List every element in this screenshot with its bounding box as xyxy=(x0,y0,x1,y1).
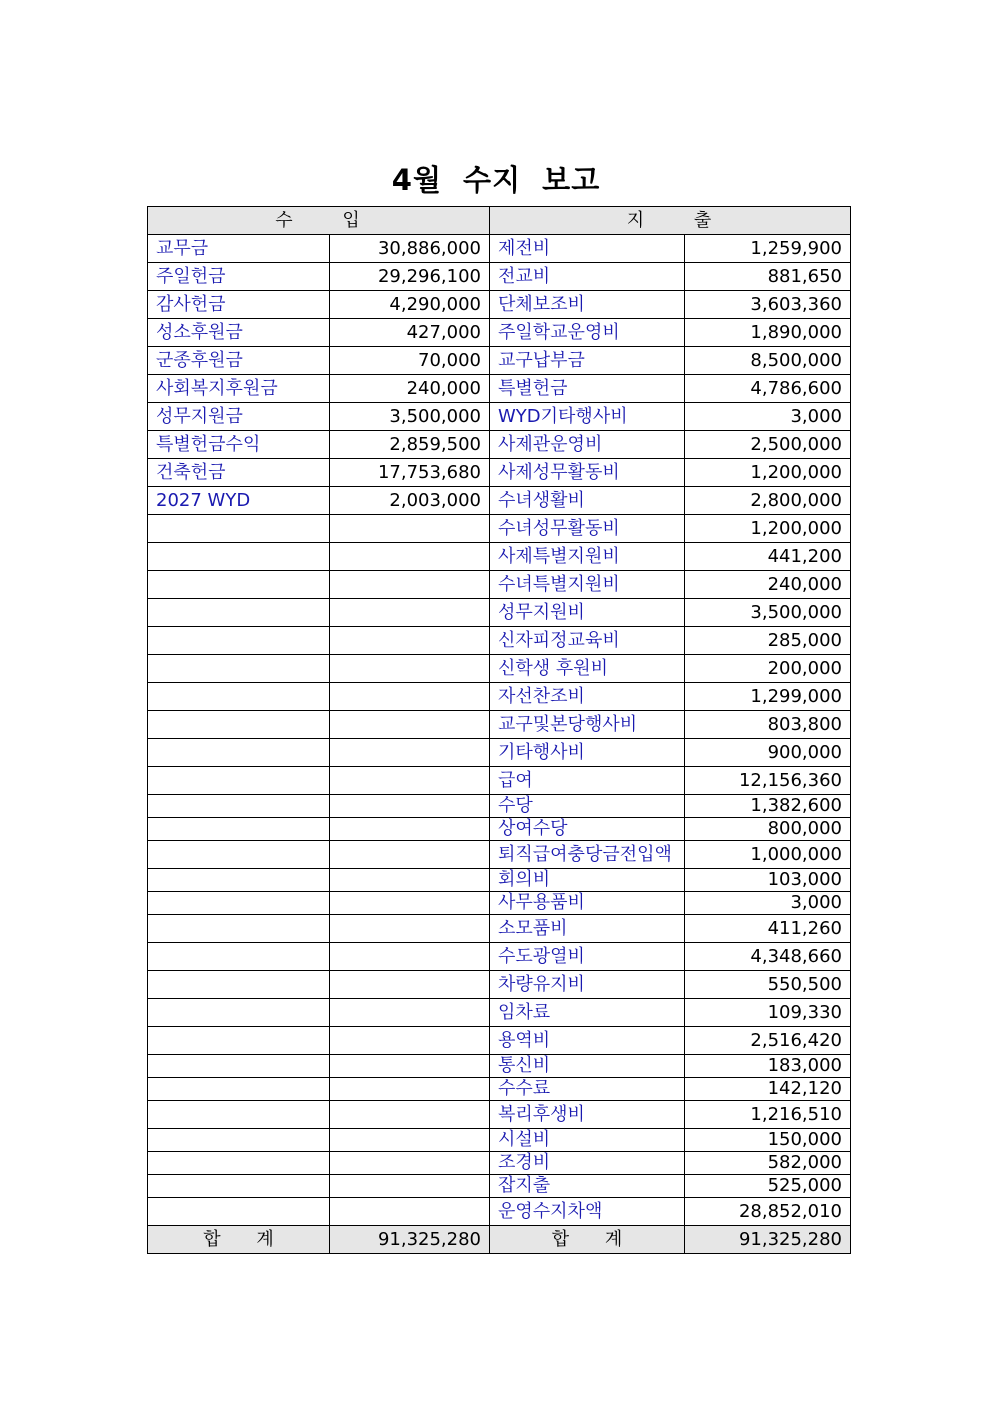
income-item-name: 성소후원금 xyxy=(148,319,330,347)
income-empty-cell xyxy=(330,655,490,683)
table-row xyxy=(148,1152,851,1175)
expense-item-name: 회의비 xyxy=(490,869,685,892)
income-empty-cell xyxy=(148,627,330,655)
table-row xyxy=(148,818,851,841)
table-row xyxy=(148,599,851,627)
expense-item-amount: 441,200 xyxy=(685,543,851,571)
expense-item-name: 사제특별지원비 xyxy=(490,543,685,571)
expense-item-name: 수녀특별지원비 xyxy=(490,571,685,599)
table-row xyxy=(148,1078,851,1101)
expense-item-amount: 103,000 xyxy=(685,869,851,892)
income-empty-cell xyxy=(148,869,330,892)
expense-item-name: 퇴직급여충당금전입액 xyxy=(490,841,685,869)
expense-item-name: 신자피정교육비 xyxy=(490,627,685,655)
expense-item-name: 사제성무활동비 xyxy=(490,459,685,487)
income-empty-cell xyxy=(330,943,490,971)
income-empty-cell xyxy=(148,767,330,795)
income-total-label: 합 계 xyxy=(148,1226,330,1254)
expense-item-name: 조경비 xyxy=(490,1152,685,1175)
expense-item-name: 운영수지차액 xyxy=(490,1198,685,1226)
income-empty-cell xyxy=(330,1129,490,1152)
table-row xyxy=(148,347,851,375)
expense-item-name: 급여 xyxy=(490,767,685,795)
income-header: 수 입 xyxy=(148,207,490,235)
expense-item-amount: 525,000 xyxy=(685,1175,851,1198)
expense-item-name: 시설비 xyxy=(490,1129,685,1152)
expense-item-name: 제전비 xyxy=(490,235,685,263)
expense-item-amount: 800,000 xyxy=(685,818,851,841)
income-empty-cell xyxy=(148,818,330,841)
expense-item-amount: 1,890,000 xyxy=(685,319,851,347)
income-empty-cell xyxy=(330,711,490,739)
income-item-name: 건축헌금 xyxy=(148,459,330,487)
income-empty-cell xyxy=(148,915,330,943)
table-row xyxy=(148,1198,851,1226)
table-row xyxy=(148,403,851,431)
expense-item-name: 자선찬조비 xyxy=(490,683,685,711)
table-row xyxy=(148,767,851,795)
table-row xyxy=(148,711,851,739)
table-row xyxy=(148,683,851,711)
table-row xyxy=(148,943,851,971)
expense-item-name: 신학생 후원비 xyxy=(490,655,685,683)
table-row xyxy=(148,375,851,403)
expense-item-name: 수도광열비 xyxy=(490,943,685,971)
table-row xyxy=(148,869,851,892)
table-row xyxy=(148,892,851,915)
income-empty-cell xyxy=(148,1101,330,1129)
income-empty-cell xyxy=(330,1198,490,1226)
income-item-amount: 240,000 xyxy=(330,375,490,403)
expense-item-amount: 1,200,000 xyxy=(685,515,851,543)
expense-item-amount: 28,852,010 xyxy=(685,1198,851,1226)
income-empty-cell xyxy=(148,971,330,999)
income-empty-cell xyxy=(148,1198,330,1226)
expense-item-amount: 12,156,360 xyxy=(685,767,851,795)
expense-item-name: 교구및본당행사비 xyxy=(490,711,685,739)
income-empty-cell xyxy=(330,599,490,627)
expense-total-amount: 91,325,280 xyxy=(685,1226,851,1254)
income-empty-cell xyxy=(148,739,330,767)
expense-item-amount: 3,000 xyxy=(685,892,851,915)
expense-item-amount: 142,120 xyxy=(685,1078,851,1101)
expense-item-name: 사제관운영비 xyxy=(490,431,685,459)
income-item-name: 주일헌금 xyxy=(148,263,330,291)
header-row xyxy=(148,207,851,235)
expense-item-amount: 3,500,000 xyxy=(685,599,851,627)
expense-item-name: 단체보조비 xyxy=(490,291,685,319)
expense-item-amount: 285,000 xyxy=(685,627,851,655)
expense-total-label: 합 계 xyxy=(490,1226,685,1254)
income-empty-cell xyxy=(330,627,490,655)
income-empty-cell xyxy=(148,711,330,739)
income-empty-cell xyxy=(148,571,330,599)
table-row xyxy=(148,291,851,319)
income-empty-cell xyxy=(148,1027,330,1055)
income-empty-cell xyxy=(148,1129,330,1152)
table-row xyxy=(148,627,851,655)
income-empty-cell xyxy=(330,1101,490,1129)
income-empty-cell xyxy=(148,892,330,915)
expense-item-name: 수녀성무활동비 xyxy=(490,515,685,543)
table-row xyxy=(148,515,851,543)
income-item-name: 군종후원금 xyxy=(148,347,330,375)
income-empty-cell xyxy=(148,599,330,627)
expense-item-amount: 240,000 xyxy=(685,571,851,599)
table-row xyxy=(148,915,851,943)
income-empty-cell xyxy=(330,892,490,915)
income-empty-cell xyxy=(330,999,490,1027)
income-empty-cell xyxy=(330,818,490,841)
income-item-name: 성무지원금 xyxy=(148,403,330,431)
income-empty-cell xyxy=(330,1152,490,1175)
report-title: 4월 수지 보고 xyxy=(391,163,601,197)
income-item-name: 사회복지후원금 xyxy=(148,375,330,403)
expense-item-amount: 109,330 xyxy=(685,999,851,1027)
table-row xyxy=(148,1175,851,1198)
income-empty-cell xyxy=(148,1078,330,1101)
income-item-amount: 29,296,100 xyxy=(330,263,490,291)
income-item-amount: 70,000 xyxy=(330,347,490,375)
income-empty-cell xyxy=(148,1152,330,1175)
table-row xyxy=(148,841,851,869)
expense-item-amount: 1,216,510 xyxy=(685,1101,851,1129)
expense-item-amount: 4,348,660 xyxy=(685,943,851,971)
expense-item-name: 임차료 xyxy=(490,999,685,1027)
income-empty-cell xyxy=(148,655,330,683)
income-item-name: 2027 WYD xyxy=(148,487,330,515)
income-empty-cell xyxy=(148,841,330,869)
income-empty-cell xyxy=(330,1027,490,1055)
table-row xyxy=(148,1129,851,1152)
expense-item-name: 특별헌금 xyxy=(490,375,685,403)
table-row xyxy=(148,739,851,767)
expense-item-amount: 1,000,000 xyxy=(685,841,851,869)
income-empty-cell xyxy=(148,1175,330,1198)
table-row xyxy=(148,459,851,487)
expense-item-name: 수수료 xyxy=(490,1078,685,1101)
expense-item-name: 성무지원비 xyxy=(490,599,685,627)
expense-item-amount: 411,260 xyxy=(685,915,851,943)
income-item-amount: 3,500,000 xyxy=(330,403,490,431)
income-empty-cell xyxy=(330,767,490,795)
income-empty-cell xyxy=(148,943,330,971)
income-item-amount: 4,290,000 xyxy=(330,291,490,319)
expense-item-name: 용역비 xyxy=(490,1027,685,1055)
income-empty-cell xyxy=(330,683,490,711)
income-item-name: 특별헌금수익 xyxy=(148,431,330,459)
table-row xyxy=(148,543,851,571)
income-empty-cell xyxy=(330,1175,490,1198)
table-row xyxy=(148,319,851,347)
expense-item-amount: 1,299,000 xyxy=(685,683,851,711)
income-empty-cell xyxy=(330,795,490,818)
expense-item-amount: 550,500 xyxy=(685,971,851,999)
expense-item-name: 전교비 xyxy=(490,263,685,291)
table-row xyxy=(148,263,851,291)
expense-item-name: 상여수당 xyxy=(490,818,685,841)
income-empty-cell xyxy=(330,1078,490,1101)
income-empty-cell xyxy=(330,543,490,571)
income-item-name: 감사헌금 xyxy=(148,291,330,319)
expense-item-name: 수당 xyxy=(490,795,685,818)
expense-item-name: 기타행사비 xyxy=(490,739,685,767)
income-empty-cell xyxy=(148,683,330,711)
expense-item-amount: 1,382,600 xyxy=(685,795,851,818)
table-row xyxy=(148,795,851,818)
expense-item-name: 복리후생비 xyxy=(490,1101,685,1129)
expense-item-amount: 3,000 xyxy=(685,403,851,431)
expense-header: 지 출 xyxy=(490,207,851,235)
expense-item-amount: 2,516,420 xyxy=(685,1027,851,1055)
expense-item-amount: 3,603,360 xyxy=(685,291,851,319)
income-item-amount: 2,003,000 xyxy=(330,487,490,515)
table-row xyxy=(148,999,851,1027)
income-item-amount: 2,859,500 xyxy=(330,431,490,459)
income-item-amount: 30,886,000 xyxy=(330,235,490,263)
expense-item-name: 잡지출 xyxy=(490,1175,685,1198)
table-row xyxy=(148,1101,851,1129)
income-item-amount: 17,753,680 xyxy=(330,459,490,487)
income-empty-cell xyxy=(330,571,490,599)
expense-item-amount: 2,500,000 xyxy=(685,431,851,459)
income-empty-cell xyxy=(148,543,330,571)
income-item-name: 교무금 xyxy=(148,235,330,263)
table-row xyxy=(148,487,851,515)
income-item-amount: 427,000 xyxy=(330,319,490,347)
expense-item-name: 차량유지비 xyxy=(490,971,685,999)
expense-item-amount: 2,800,000 xyxy=(685,487,851,515)
expense-item-name: 소모품비 xyxy=(490,915,685,943)
income-empty-cell xyxy=(148,999,330,1027)
table-row xyxy=(148,571,851,599)
expense-item-amount: 1,200,000 xyxy=(685,459,851,487)
income-empty-cell xyxy=(148,1055,330,1078)
expense-item-amount: 200,000 xyxy=(685,655,851,683)
expense-item-name: 사무용품비 xyxy=(490,892,685,915)
expense-item-amount: 1,259,900 xyxy=(685,235,851,263)
expense-item-name: 교구납부금 xyxy=(490,347,685,375)
income-empty-cell xyxy=(330,1055,490,1078)
expense-item-amount: 150,000 xyxy=(685,1129,851,1152)
expense-item-amount: 803,800 xyxy=(685,711,851,739)
expense-item-name: 주일학교운영비 xyxy=(490,319,685,347)
expense-item-amount: 183,000 xyxy=(685,1055,851,1078)
income-empty-cell xyxy=(330,915,490,943)
income-empty-cell xyxy=(330,739,490,767)
table-body xyxy=(148,207,851,1254)
expense-item-amount: 582,000 xyxy=(685,1152,851,1175)
income-empty-cell xyxy=(330,841,490,869)
income-expense-table xyxy=(147,206,851,1254)
income-empty-cell xyxy=(330,971,490,999)
table-row xyxy=(148,235,851,263)
table-row xyxy=(148,971,851,999)
table-row xyxy=(148,1027,851,1055)
income-empty-cell xyxy=(148,795,330,818)
table-row xyxy=(148,431,851,459)
income-empty-cell xyxy=(330,515,490,543)
income-empty-cell xyxy=(148,515,330,543)
expense-item-amount: 881,650 xyxy=(685,263,851,291)
expense-item-name: 수녀생활비 xyxy=(490,487,685,515)
total-row xyxy=(148,1226,851,1254)
table-row xyxy=(148,655,851,683)
expense-item-name: 통신비 xyxy=(490,1055,685,1078)
income-total-amount: 91,325,280 xyxy=(330,1226,490,1254)
expense-item-amount: 8,500,000 xyxy=(685,347,851,375)
table-row xyxy=(148,1055,851,1078)
income-empty-cell xyxy=(330,869,490,892)
expense-item-amount: 900,000 xyxy=(685,739,851,767)
expense-item-amount: 4,786,600 xyxy=(685,375,851,403)
expense-item-name: WYD기타행사비 xyxy=(490,403,685,431)
